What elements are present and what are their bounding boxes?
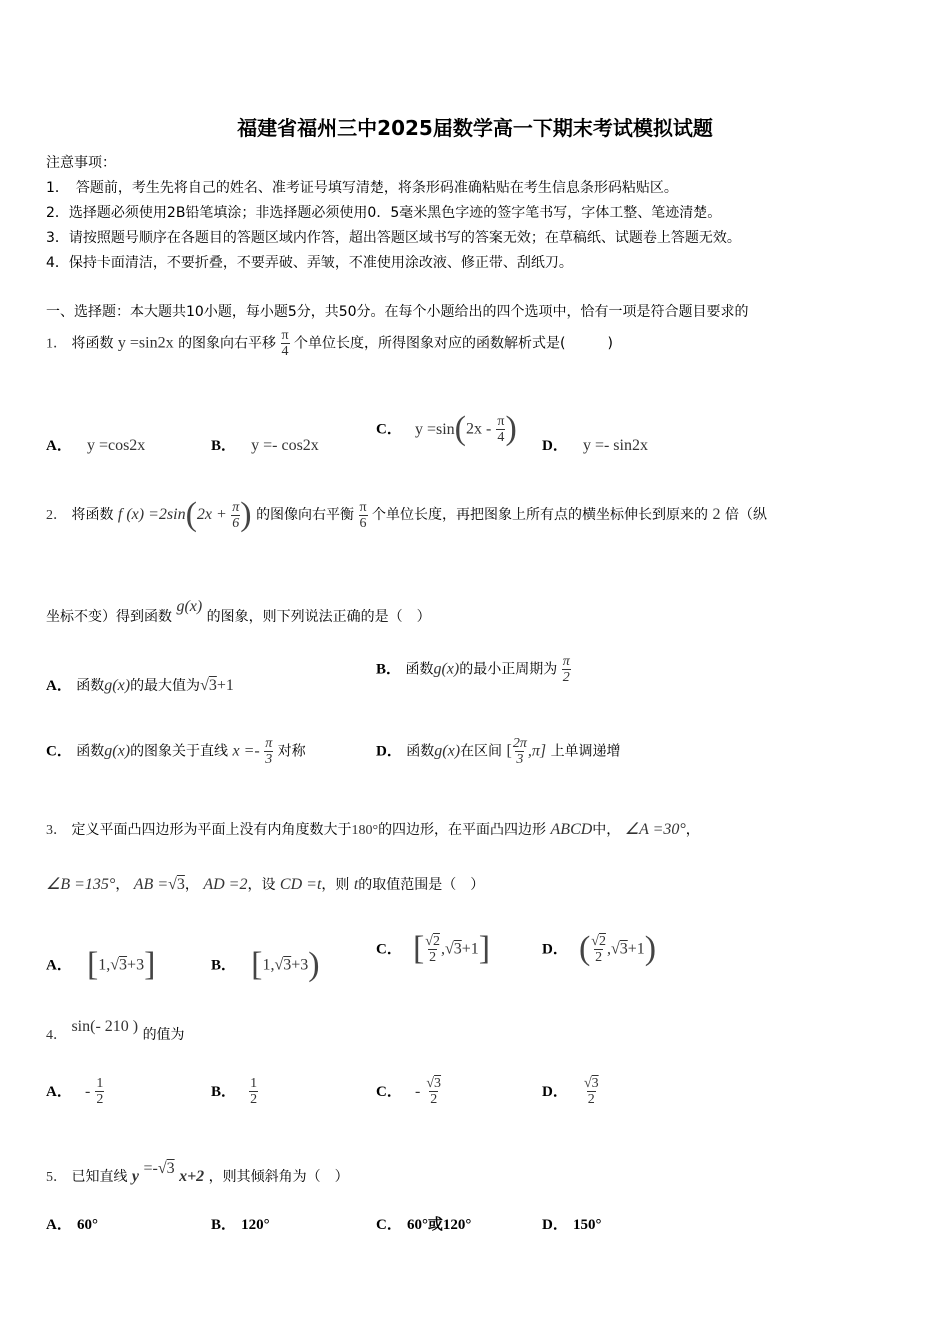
q1-shift-fraction: $\frac{\pi}{4}$ xyxy=(281,328,289,359)
q2-option-b[interactable]: B． 函数g(x)的最小正周期为 $\frac{\pi}{2}$ xyxy=(376,654,570,685)
notice-item-1: 1． 答题前，考生先将自己的姓名、准考证号填写清楚，将条形码准确粘贴在考生信息条形码粘贴区。 xyxy=(46,180,678,196)
q2-option-d[interactable]: D． 函数g(x)在区间 [ $\frac{2\pi}{3}$ ,π] 上单调递增 xyxy=(376,736,621,767)
q5-option-a[interactable]: A． 60° xyxy=(46,1217,98,1233)
question-2: 2． 将函数 f (x) =2sin(2x + $\frac{\pi}{6}$ ) 的图像向右平衡 $\frac{\pi}{6}$ 个单位长度，再把图象上所有点的横坐标伸长到原来的 2 倍（纵 xyxy=(46,496,767,533)
notice-item-2: 2．选择题必须使用2B铅笔填涂；非选择题必须使用0．5毫米黑色字迹的签字笔书写，字体工整、笔迹清楚。 xyxy=(46,205,722,221)
question-3: 3． 定义平面凸四边形为平面上没有内角度数大于180°的四边形，在平面凸四边形 ABCD中， ∠A =30°， xyxy=(46,821,700,838)
q2-option-a[interactable]: A． 函数g(x)的最大值为√3+1 xyxy=(46,677,234,694)
question-4: 4． sin(- 210 ) 的值为 xyxy=(46,1018,185,1043)
notice-heading: 注意事项： xyxy=(46,155,116,171)
q3-option-a[interactable]: A． [1,√3+3] xyxy=(46,946,156,983)
section-heading: 一、选择题：本大题共10小题，每小题5分，共50分。在每个小题给出的四个选项中，恰有一项是符合题目要求的 xyxy=(46,304,749,320)
q1-option-a[interactable]: A． y =cos2x xyxy=(46,437,146,454)
page-title: 福建省福州三中2025届数学高一下期末考试模拟试题 xyxy=(237,116,713,140)
q4-option-a[interactable]: A． - $\frac{1}{2}$ xyxy=(46,1076,104,1107)
q1-option-b[interactable]: B． y =- cos2x xyxy=(211,437,319,454)
question-3-cont: ∠B =135°， AB =√3， AD =2，设 CD =t，则 t的取值范围是（ ） xyxy=(46,876,485,893)
q5-option-d[interactable]: D． 150° xyxy=(542,1217,602,1233)
question-5: 5． 已知直线 y =-√3 x+2 ，则其倾斜角为（ ） xyxy=(46,1160,349,1185)
q4-option-c[interactable]: C． - $\frac{√3}{2}$ xyxy=(376,1076,442,1107)
question-1: 1． 将函数 y =sin2x 的图象向右平移 $\frac{\pi}{4}$ 个单位长度，所得图象对应的函数解析式是( ) xyxy=(46,328,613,359)
q2-option-c[interactable]: C． 函数g(x)的图象关于直线 x =- $\frac{\pi}{3}$ 对称 xyxy=(46,736,306,767)
q3-option-b[interactable]: B． [1,√3+3) xyxy=(211,946,320,983)
q3-option-c[interactable]: C． [ $\frac{√2}{2}$ ,√3+1] xyxy=(376,930,491,967)
q1-option-d[interactable]: D． y =- sin2x xyxy=(542,437,648,454)
q4-option-d[interactable]: D． $\frac{√3}{2}$ xyxy=(542,1076,599,1107)
q5-option-c[interactable]: C． 60°或120° xyxy=(376,1217,472,1233)
notice-item-4: 4．保持卡面清洁，不要折叠，不要弄破、弄皱，不准使用涂改液、修正带、刮纸刀。 xyxy=(46,255,573,271)
q1-function: y =sin2x xyxy=(117,334,174,352)
q3-option-d[interactable]: D． ( $\frac{√2}{2}$ ,√3+1) xyxy=(542,930,657,967)
q5-option-b[interactable]: B． 120° xyxy=(211,1217,270,1233)
question-2-cont: 坐标不变）得到函数 g(x) 的图象，则下列说法正确的是（ ） xyxy=(46,598,431,625)
q1-option-c[interactable]: C． y =sin(2x - $\frac{\pi}{4}$ ) xyxy=(376,410,517,447)
notice-item-3: 3．请按照题号顺序在各题目的答题区域内作答，超出答题区域书写的答案无效；在草稿纸、试题卷上答题无效。 xyxy=(46,230,741,246)
q4-option-b[interactable]: B． $\frac{1}{2}$ xyxy=(211,1076,258,1107)
